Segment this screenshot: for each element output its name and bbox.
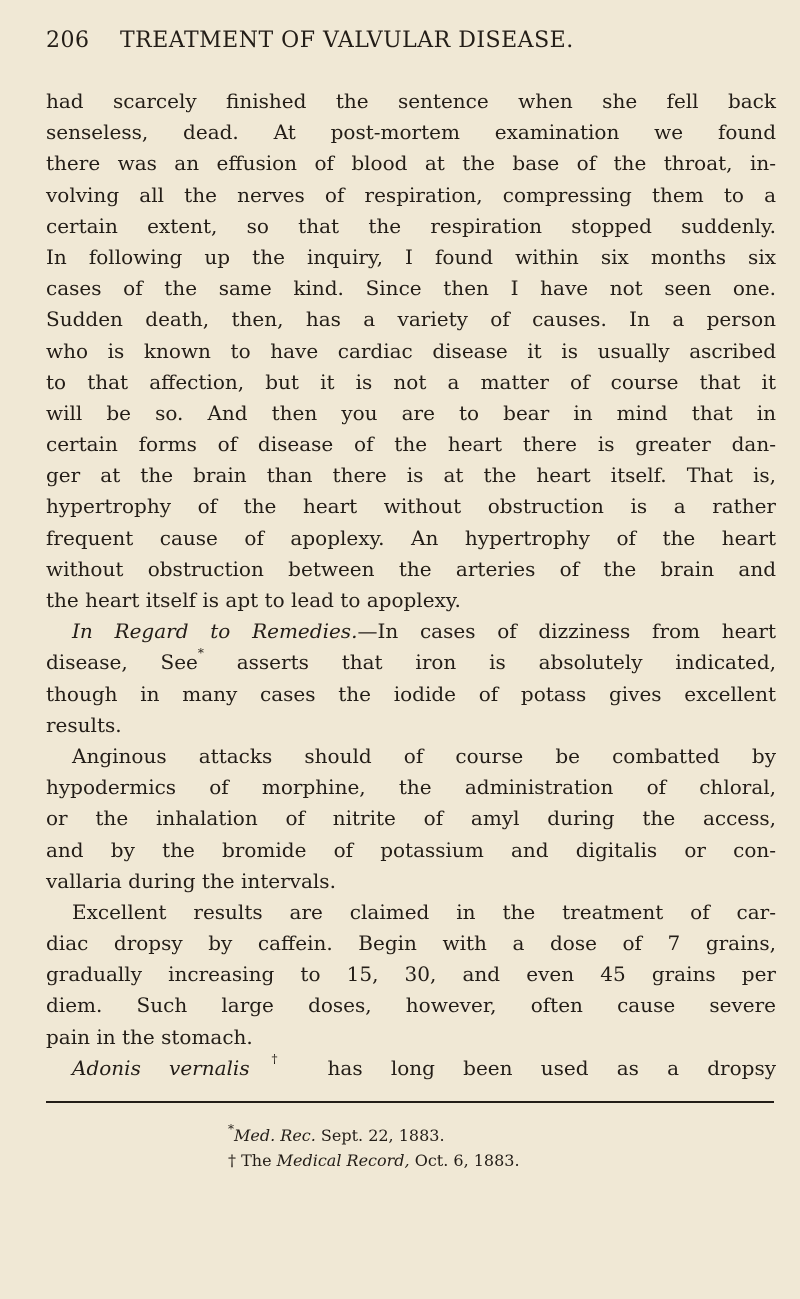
text-line: ger at the brain than there is at the heart itself. That is, xyxy=(46,463,776,488)
text-line: and by the bromide of potassium and digitalis or con- xyxy=(46,837,776,862)
text-span: disease, See xyxy=(46,650,198,675)
page-header xyxy=(46,0,772,86)
text-line: though in many cases the iodide of potass gives excellent xyxy=(46,681,776,706)
text-line: will be so. And then you are to bear in mind that in xyxy=(46,400,776,425)
text-line: had scarcely finished the sentence when she fell back xyxy=(46,89,776,113)
remedies-heading: In Regard to Remedies. xyxy=(72,619,358,644)
text-span: asserts that iron is absolutely indicated, xyxy=(203,650,776,675)
adonis-heading: Adonis vernalis xyxy=(72,1055,250,1080)
text-line: In following up the inquiry, I found within six months six xyxy=(46,244,776,269)
footnote-1 xyxy=(228,1123,772,1148)
text-line: senseless, dead. At post-mortem examination we found xyxy=(46,120,776,145)
text-line: diac dropsy by caffein. Begin with a dose of 7 grains, xyxy=(46,931,776,956)
text-line: who is known to have cardiac disease it is usually ascribed xyxy=(46,338,776,363)
remedies-line xyxy=(46,616,776,647)
text-line: Excellent results are claimed in the treatment of car- xyxy=(72,899,776,924)
text-line: certain forms of disease of the heart there is greater dan- xyxy=(46,432,776,457)
text-line: hypodermics of morphine, the administration of chloral, xyxy=(46,775,776,800)
footnotes xyxy=(46,1123,772,1173)
running-head: TREATMENT OF VALVULAR DISEASE. xyxy=(120,28,574,53)
footnote-mark: * xyxy=(228,1122,234,1136)
text-line: certain extent, so that the respiration stopped suddenly. xyxy=(46,213,776,238)
footnote-ref-dagger: † xyxy=(249,1051,300,1066)
text-line: vallaria during the intervals. xyxy=(46,868,336,893)
footnote-date: Sept. 22, 1883. xyxy=(315,1126,445,1145)
text-span: —In cases of dizziness from heart xyxy=(357,619,776,644)
body-text xyxy=(46,86,776,1084)
text-line: diem. Such large doses, however, often cause severe xyxy=(46,993,776,1018)
footnote-mark: † xyxy=(228,1151,236,1170)
footnote-rule xyxy=(46,1101,774,1103)
text-line: Anginous attacks should of course be combatted by xyxy=(72,743,776,768)
text-line: results. xyxy=(46,712,122,737)
text-line: Sudden death, then, has a variety of causes. In a person xyxy=(46,307,776,332)
footnote-2 xyxy=(228,1148,772,1173)
footnote-source: Med. Rec. xyxy=(234,1126,316,1145)
text-line: hypertrophy of the heart without obstruction is a rather xyxy=(46,494,776,519)
text-line: or the inhalation of nitrite of amyl during the access, xyxy=(46,806,776,831)
text-line: cases of the same kind. Since then I have not seen one. xyxy=(46,276,776,301)
footnote-text: The xyxy=(236,1151,277,1170)
remedies-line xyxy=(46,647,776,678)
text-line: to that affection, but it is not a matter of course that it xyxy=(46,369,776,394)
text-line: there was an effusion of blood at the base of the throat, in- xyxy=(46,151,776,176)
text-span: has long been used as a dropsy xyxy=(299,1055,777,1080)
footnote-source: Medical Record, xyxy=(276,1151,410,1170)
text-line: the heart itself is apt to lead to apoplexy. xyxy=(46,588,461,612)
text-line: gradually increasing to 15, 30, and even 45 grains per xyxy=(46,962,776,987)
text-line: volving all the nerves of respiration, compressing them to a xyxy=(46,182,776,207)
page-number: 206 xyxy=(46,28,90,53)
text-line: without obstruction between the arteries of the brain and xyxy=(46,556,776,581)
adonis-line xyxy=(46,1053,776,1084)
text-line: frequent cause of apoplexy. An hypertrophy of the heart xyxy=(46,525,776,550)
footnote-date: Oct. 6, 1883. xyxy=(409,1151,520,1170)
text-line: pain in the stomach. xyxy=(46,1024,253,1049)
footnote-ref-star: * xyxy=(197,646,204,661)
